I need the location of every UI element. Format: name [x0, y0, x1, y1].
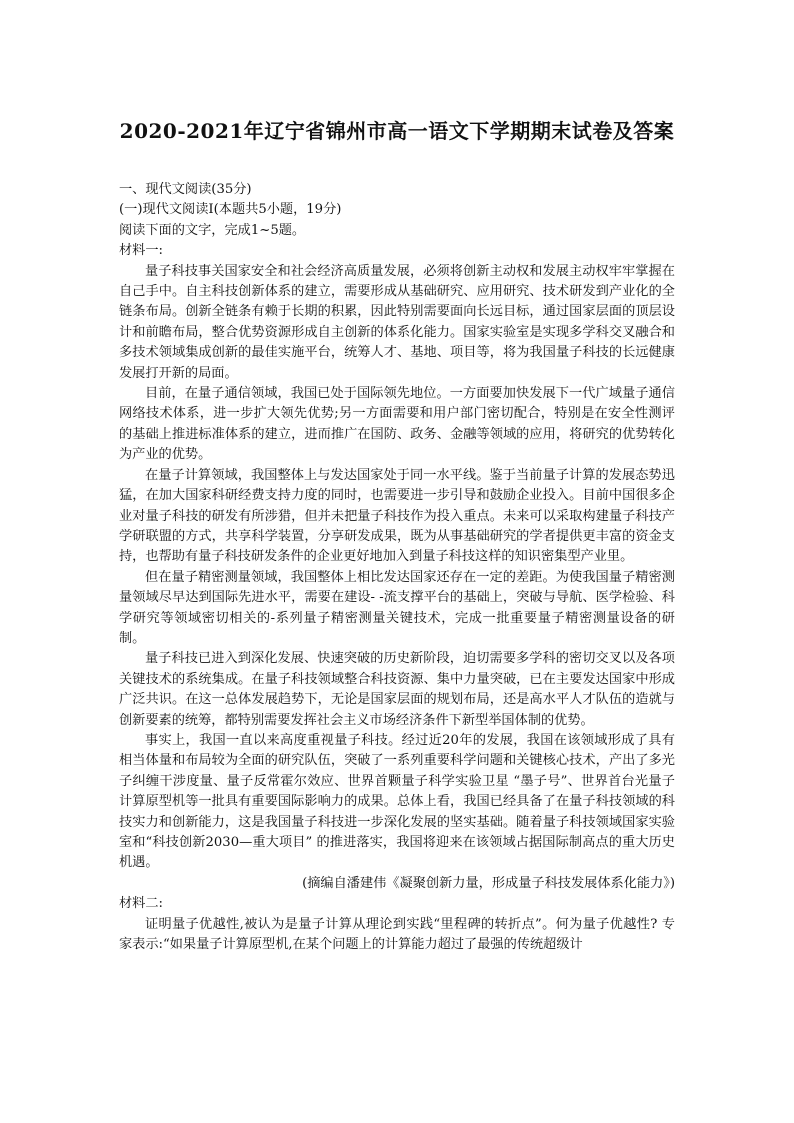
subsection-heading: (一)现代文阅读Ⅰ(本题共5小题，19分) — [119, 202, 342, 218]
reading-instruction: 阅读下面的文字，完成1~5题。 — [119, 222, 306, 238]
material-one-paragraph: 量子科技事关国家安全和社会经济高质量发展，必须将创新主动权和发展主动权牢牢掌握在自己手中。自主科技创新体系的建立，需要形成从基础研究、应用研究、技术研发到产业化的全链条布局。创新全链条有赖于长期的积累，因此特别需要面向长远目标，通过国家层面的顶层设计和前瞻布局，整合优势资源形成自主创新的体系化能力。国家实验室是实现多学科交叉融合和多技术领域集成创新的最佳实施平台，统筹人才、基地、项目等，将为我国量子科技的长远健康发展打开新的局面。 — [119, 263, 675, 381]
material-two-paragraph: 证明量子优越性,被认为是量子计算从理论到实践“里程碑的转折点”。何为量子优越性? 专家表示:“如果量子计算原型机,在某个问题上的计算能力超过了最强的传统超级计 — [119, 916, 675, 953]
material-one-paragraph: 量子科技已进入到深化发展、快速突破的历史新阶段，迫切需要多学科的密切交叉以及各项关键技术的系统集成。在量子科技领域整合科技资源、集中力量突破，已在主要发达国家中形成广泛共识。在这一总体发展趋势下，无论是国家层面的规划布局，还是高水平人才队伍的造就与创新要素的统筹，都特别需要发挥社会主义市场经济条件下新型举国体制的优势。 — [119, 651, 675, 728]
material-one-source-citation: (摘编自潘建伟《凝聚创新力量，形成量子科技发展体系化能力》) — [302, 875, 675, 891]
material-one-label: 材料一: — [119, 243, 164, 259]
material-one-paragraph: 事实上，我国一直以来高度重视量子科技。经过近20年的发展，我国在该领域形成了具有相当体量和布局较为全面的研究队伍，突破了一系列重要科学问题和关键核心技术，产出了多光子纠缠干涉度量、量子反常霍尔效应、世界首颗量子科学实验卫星 “墨子号”、世界首台光量子计算原型机等一批具有重要国际影响力的成果。总体上看，我国已经具备了在量子科技领域的科技实力和创新能力，这是我国量子科技进一步深化发展的坚实基础。随着量子科技领域国家实验室和“科技创新2030—重大项目” 的推进落实，我国将迎来在该领域占据国际制高点的重大历史机遇。 — [119, 732, 675, 871]
material-one-paragraph: 在量子计算领域，我国整体上与发达国家处于同一水平线。鉴于当前量子计算的发展态势迅猛，在加大国家科研经费支持力度的同时，也需要进一步引导和鼓励企业投入。目前中国很多企业对量子科技的研发有所涉猎，但并未把量子科技作为投入重点。未来可以采取构建量子科技产学研联盟的方式，共享科学装置，分享研发成果，既为从事基础研究的学者提供更丰富的资金支持，也帮助有量子科技研发条件的企业更好地加入到量子科技这样的知识密集型产业里。 — [119, 467, 675, 565]
material-one-paragraph: 但在量子精密测量领域，我国整体上相比发达国家还存在一定的差距。为使我国量子精密测量领域尽早达到国际先进水平，需要在建设- -流支撑平台的基础上，突破与导航、医学检验、科学研究等领域密切相关的-系列量子精密测量关键技术，完成一批重要量子精密测量设备的研制。 — [119, 569, 675, 646]
document-body — [119, 180, 675, 955]
material-two-label: 材料二: — [119, 896, 164, 912]
section-heading: 一、现代文阅读(35分) — [119, 182, 252, 197]
document-title: 2020-2021年辽宁省锦州市高一语文下学期期末试卷及答案 — [119, 119, 675, 144]
material-one-paragraph: 目前，在量子通信领域，我国已处于国际领先地位。一方面要加快发展下一代广域量子通信网络技术体系，进一步扩大领先优势;另一方面需要和用户部门密切配合，特别是在安全性测评的基础上推进标准体系的建立，进而推广在国防、政务、金融等领域的应用，将研究的优势转化为产业的优势。 — [119, 386, 675, 463]
